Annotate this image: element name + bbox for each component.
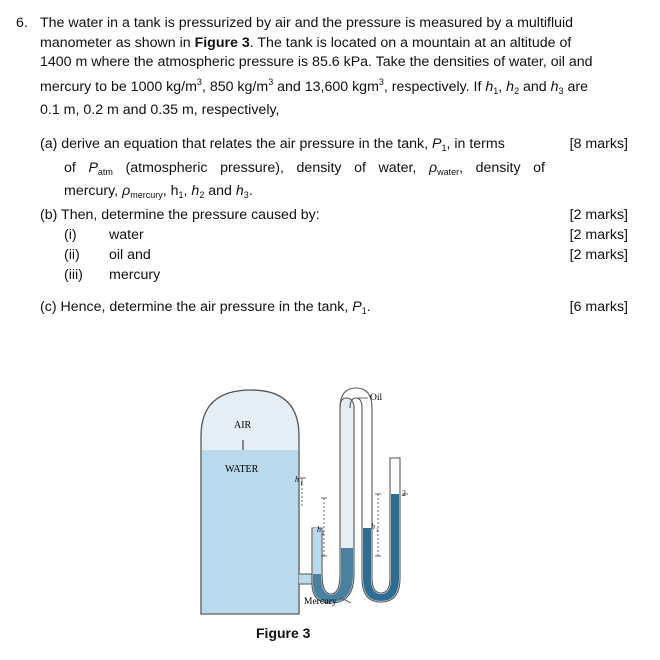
question-stem bbox=[40, 14, 644, 121]
stem-line-4: mercury to be 1000 $kg/m^3$, 850 $kg/m^3$ and 13,600 kgm$^3$, respectively. If $h_1$, $h_2$ and $h_3$ are bbox=[40, 76, 588, 96]
part-b-marks-1: [2 marks] bbox=[569, 207, 628, 223]
part-b-item-3-text: mercury bbox=[109, 267, 161, 283]
stem-line-3: 1400 m where the atmospheric pressure is 85.6 kPa. Take the densities of water, oil and bbox=[40, 54, 593, 71]
part-b-item-1-num: (i) bbox=[64, 227, 77, 243]
mercury-label: Mercury bbox=[304, 597, 337, 607]
air-label: AIR bbox=[234, 420, 252, 431]
h2-subscript: 2 bbox=[322, 532, 325, 537]
h3-subscript: 3 bbox=[376, 529, 379, 534]
stem-line-2: manometer as shown in Figure 3. The tank is located on a mountain at an altitude of bbox=[40, 34, 572, 51]
part-a bbox=[40, 135, 545, 206]
part-b-item-3-num: (iii) bbox=[64, 267, 83, 283]
part-c: (c) Hence, determine the air pressure in the tank, $P_1$. bbox=[40, 299, 371, 316]
manometer-diagram bbox=[196, 378, 436, 618]
part-b-marks-3: [2 marks] bbox=[569, 247, 628, 263]
part-a-line-2: of $P_{atm}$ (atmospheric pressure), density of water, $\rho_{water}$, density of bbox=[64, 159, 545, 177]
h3-label: h bbox=[371, 522, 375, 531]
part-a-line-1: (a) derive an equation that relates the air pressure in the tank, $P_1$, in terms bbox=[40, 136, 505, 153]
part-b-item-2-num: (ii) bbox=[64, 247, 80, 263]
mercury-fill-right bbox=[363, 494, 399, 601]
part-b-item-1-text: water bbox=[109, 227, 144, 243]
part-a-line-3: mercury, $\rho_{mercury}$, $h_1$, $h_2$ and $h_3$. bbox=[64, 183, 253, 201]
part-a-marks: [8 marks] bbox=[569, 136, 628, 152]
h2-label: h bbox=[317, 525, 321, 534]
manometer-figure bbox=[196, 378, 436, 618]
h1-subscript: 1 bbox=[300, 482, 303, 487]
water-column-left-leg bbox=[313, 528, 321, 574]
figure-caption: Figure 3 bbox=[256, 625, 311, 641]
question-number: 6. bbox=[16, 15, 28, 31]
h1-label: h bbox=[295, 475, 299, 484]
part-b-item-2-text: oil and bbox=[109, 247, 151, 263]
water-label: WATER bbox=[225, 464, 259, 475]
connecting-pipe bbox=[299, 574, 312, 584]
stem-line-5: 0.1 m, 0.2 m and 0.35 m, respectively, bbox=[40, 102, 280, 119]
part-c-marks: [6 marks] bbox=[569, 299, 628, 315]
oil-label: Oil bbox=[370, 393, 383, 403]
point-2-label: 2 bbox=[402, 489, 406, 498]
figure-reference: Figure 3 bbox=[194, 34, 250, 51]
part-b-marks-2: [2 marks] bbox=[569, 227, 628, 243]
part-b-label: (b) Then, determine the pressure caused by: bbox=[40, 207, 320, 223]
stem-line-1: The water in a tank is pressurized by air and the pressure is measured by a multifluid bbox=[40, 15, 574, 31]
